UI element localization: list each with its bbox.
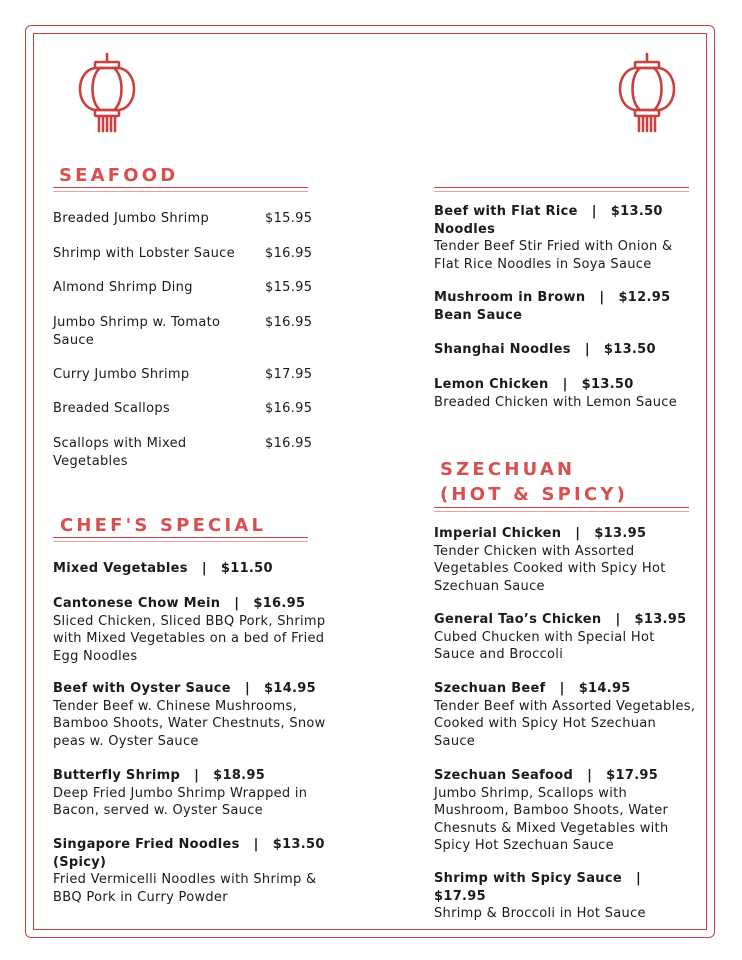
item-description: Jumbo Shrimp, Scallops with Mushroom, Bamboo Shoots, Water Chesnuts & Mixed Vegetables with Spicy Hot Szechuan Sauce	[434, 785, 669, 853]
seafood-item-name: Almond Shrimp Ding	[53, 280, 193, 295]
seafood-item-name: Shrimp with Lobster Sauce	[53, 246, 235, 261]
item-description: Shrimp & Broccoli in Hot Sauce	[434, 906, 646, 921]
seafood-item-name: Curry Jumbo Shrimp	[53, 367, 190, 382]
item-price: $13.50	[272, 837, 325, 852]
item-description: Sliced Chicken, Sliced BBQ Pork, Shrimp with Mixed Vegetables on a bed of Fried Egg Noodles	[53, 613, 326, 664]
menu-item	[434, 611, 696, 664]
item-name: Beef with Oyster Sauce	[53, 681, 231, 696]
separator: |	[244, 681, 250, 696]
seafood-item-price: $15.95	[265, 280, 313, 295]
separator: |	[591, 204, 597, 219]
seafood-item-price: $16.95	[265, 315, 313, 330]
menu-item	[434, 767, 696, 855]
lantern-icon-left	[72, 52, 142, 134]
chefs-special-rule	[53, 537, 308, 542]
separator: |	[587, 768, 593, 783]
item-description: Tender Beef Stir Fried with Onion & Flat Rice Noodles in Soya Sauce	[434, 239, 673, 272]
menu-item	[434, 525, 696, 595]
separator: |	[253, 837, 259, 852]
item-price: $13.50	[610, 204, 663, 219]
item-name: Beef with Flat Rice	[434, 204, 578, 219]
szechuan-heading-line1: SZECHUAN	[440, 459, 576, 480]
item-price: $13.95	[594, 526, 647, 541]
item-name-continued: Noodles	[434, 221, 496, 237]
continued-rule	[434, 187, 689, 192]
item-name: General Tao’s Chicken	[434, 612, 602, 627]
item-name: Mushroom in Brown	[434, 290, 586, 305]
separator: |	[584, 342, 590, 357]
item-price: $12.95	[618, 290, 671, 305]
item-description: Breaded Chicken with Lemon Sauce	[434, 394, 678, 410]
item-price: $14.95	[264, 681, 316, 696]
szechuan-heading	[440, 457, 628, 507]
item-name: Lemon Chicken	[434, 377, 549, 392]
item-price: $13.50	[581, 377, 634, 392]
item-description: Tender Beef w. Chinese Mushrooms, Bamboo Shoots, Water Chestnuts, Snow peas w. Oyster Sauce	[53, 698, 326, 749]
item-name-continued: (Spicy)	[53, 854, 107, 870]
menu-item	[53, 680, 345, 750]
menu-item	[53, 560, 353, 578]
item-name: Mixed Vegetables	[53, 561, 188, 576]
item-name: Singapore Fried Noodles	[53, 837, 240, 852]
separator: |	[234, 596, 240, 611]
item-price: $11.50	[220, 561, 273, 576]
item-price: $16.95	[253, 596, 306, 611]
seafood-item-price: $17.95	[265, 367, 313, 382]
separator: |	[635, 871, 642, 886]
item-price: $17.95	[434, 888, 486, 904]
separator: |	[615, 612, 621, 627]
item-description: Tender Chicken with Assorted Vegetables Cooked with Spicy Hot Szechuan Sauce	[434, 543, 666, 594]
item-price: $13.50	[603, 342, 656, 357]
item-description: Tender Beef with Assorted Vegetables, Cooked with Spicy Hot Szechuan Sauce	[434, 698, 696, 749]
seafood-item-name: Scallops with Mixed Vegetables	[53, 436, 187, 469]
seafood-item-price: $15.95	[265, 211, 313, 226]
item-description: Deep Fried Jumbo Shrimp Wrapped in Bacon, served w. Oyster Sauce	[53, 785, 308, 818]
separator: |	[201, 561, 207, 576]
item-name: Cantonese Chow Mein	[53, 596, 221, 611]
item-description: Cubed Chucken with Special Hot Sauce and Broccoli	[434, 629, 655, 662]
seafood-item-name: Jumbo Shrimp w. Tomato Sauce	[53, 315, 221, 348]
item-name-continued: Bean Sauce	[434, 307, 523, 323]
menu-item	[434, 680, 696, 750]
separator: |	[599, 290, 605, 305]
menu-item	[53, 767, 345, 820]
separator: |	[575, 526, 581, 541]
chefs-special-heading: CHEF'S SPECIAL	[60, 515, 267, 536]
seafood-rule	[53, 187, 308, 192]
szechuan-heading-line2: (HOT & SPICY)	[440, 484, 629, 505]
separator: |	[194, 768, 200, 783]
item-name: Shrimp with Spicy Sauce	[434, 871, 622, 886]
menu-item	[434, 870, 706, 923]
seafood-item-price: $16.95	[265, 401, 313, 416]
separator: |	[562, 377, 568, 392]
item-description: Fried Vermicelli Noodles with Shrimp & BBQ Pork in Curry Powder	[53, 872, 317, 905]
item-price: $14.95	[578, 681, 631, 696]
seafood-item-price: $16.95	[265, 246, 313, 261]
separator: |	[559, 681, 565, 696]
item-name: Shanghai Noodles	[434, 342, 571, 357]
lantern-icon-right	[612, 52, 682, 134]
seafood-item-name: Breaded Jumbo Shrimp	[53, 211, 210, 226]
menu-item	[53, 836, 345, 906]
menu-item	[53, 595, 345, 665]
menu-item	[434, 341, 696, 359]
item-name: Imperial Chicken	[434, 526, 562, 541]
menu-item	[434, 289, 696, 324]
item-price: $18.95	[213, 768, 266, 783]
menu-item	[434, 376, 696, 411]
menu-item	[434, 203, 696, 273]
item-price: $13.95	[634, 612, 687, 627]
item-name: Szechuan Seafood	[434, 768, 574, 783]
item-name: Szechuan Beef	[434, 681, 546, 696]
szechuan-rule	[434, 507, 689, 512]
seafood-item-name: Breaded Scallops	[53, 401, 170, 416]
item-name: Butterfly Shrimp	[53, 768, 181, 783]
seafood-heading: SEAFOOD	[59, 165, 179, 186]
seafood-item-price: $16.95	[265, 436, 313, 451]
item-price: $17.95	[606, 768, 659, 783]
